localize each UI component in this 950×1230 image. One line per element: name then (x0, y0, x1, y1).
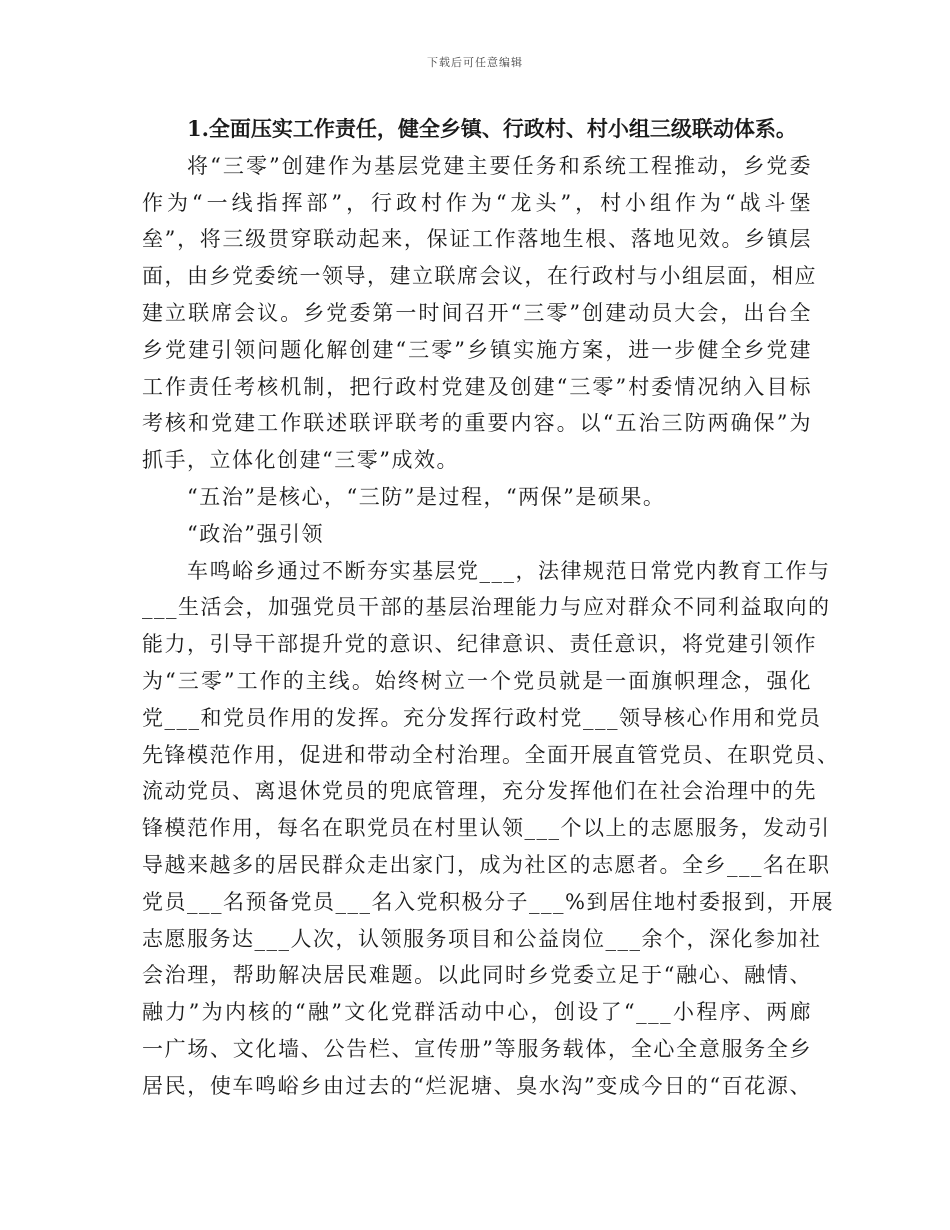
paragraph-line: 面，由乡党委统一领导，建立联席会议，在行政村与小组层面，相应 (142, 264, 817, 289)
subheading-politics: “政治”强引领 (187, 521, 324, 546)
paragraph-line: 车鸣峪乡通过不断夯实基层党___，法律规范日常党内教育工作与 (187, 558, 831, 583)
paragraph-line: 工作责任考核机制，把行政村党建及创建“三零”村委情况纳入目标 (142, 374, 812, 399)
paragraph-line: 抓手，立体化创建“三零”成效。 (142, 448, 459, 473)
paragraph-line: 导越来越多的居民群众走出家门，成为社区的志愿者。全乡___名在职 (142, 852, 831, 877)
document-body (142, 111, 840, 1105)
paragraph-line: 为“三零”工作的主线。始终树立一个党员就是一面旗帜理念，强化 (142, 668, 812, 693)
paragraph-4 (142, 553, 840, 1105)
paragraph-line: 锋模范作用，每名在职党员在村里认领___个以上的志愿服务，发动引 (142, 816, 831, 841)
paragraph-line: 垒”，将三级贯穿联动起来，保证工作落地生根、落地见效。乡镇层 (142, 227, 812, 252)
section-heading: 1.全面压实工作责任，健全乡镇、行政村、村小组三级联动体系。 (187, 116, 797, 141)
paragraph-line: 乡党建引领问题化解创建“三零”乡镇实施方案，进一步健全乡党建 (142, 337, 812, 362)
paragraph-line: 党___和党员作用的发挥。充分发挥行政村党___领导核心作用和党员 (142, 705, 822, 730)
paragraph-line: 将“三零”创建作为基层党建主要任务和系统工程推动，乡党委 (187, 153, 812, 178)
paragraph-2: “五治”是核心，“三防”是过程，“两保”是硕果。 (187, 484, 666, 509)
paragraph-line: 流动党员、离退休党员的兜底管理，充分发挥他们在社会治理中的先 (142, 779, 817, 804)
paragraph-1 (142, 148, 817, 479)
paragraph-line: 志愿服务达___人次，认领服务项目和公益岗位___余个，深化参加社 (142, 926, 822, 951)
paragraph-line: 党员___名预备党员___名入党积极分子___%到居住地村委报到，开展 (142, 889, 834, 914)
paragraph-line: 融力”为内核的“融”文化党群活动中心，创设了“___小程序、两廊 (142, 1000, 812, 1025)
page-header: 下载后可任意编辑 (427, 56, 523, 69)
paragraph-line: 一广场、文化墙、公告栏、宣传册”等服务载体，全心全意服务全乡 (142, 1036, 812, 1061)
paragraph-line: 作为“一线指挥部”，行政村作为“龙头”，村小组作为“战斗堡 (142, 190, 812, 215)
paragraph-line: 建立联席会议。乡党委第一时间召开“三零”创建动员大会，出台全 (142, 300, 812, 325)
paragraph-line: ___生活会，加强党员干部的基层治理能力与应对群众不同利益取向的 (142, 595, 831, 620)
paragraph-line: 先锋模范作用，促进和带动全村治理。全面开展直管党员、在职党员、 (142, 742, 840, 767)
paragraph-line: 居民，使车鸣峪乡由过去的“烂泥塘、臭水沟”变成今日的“百花源、 (142, 1073, 812, 1098)
paragraph-line: 考核和党建工作联述联评联考的重要内容。以“五治三防两确保”为 (142, 411, 812, 436)
paragraph-line: 会治理，帮助解决居民难题。以此同时乡党委立足于“融心、融情、 (142, 963, 812, 988)
paragraph-line: 能力，引导干部提升党的意识、纪律意识、责任意识，将党建引领作 (142, 632, 817, 657)
